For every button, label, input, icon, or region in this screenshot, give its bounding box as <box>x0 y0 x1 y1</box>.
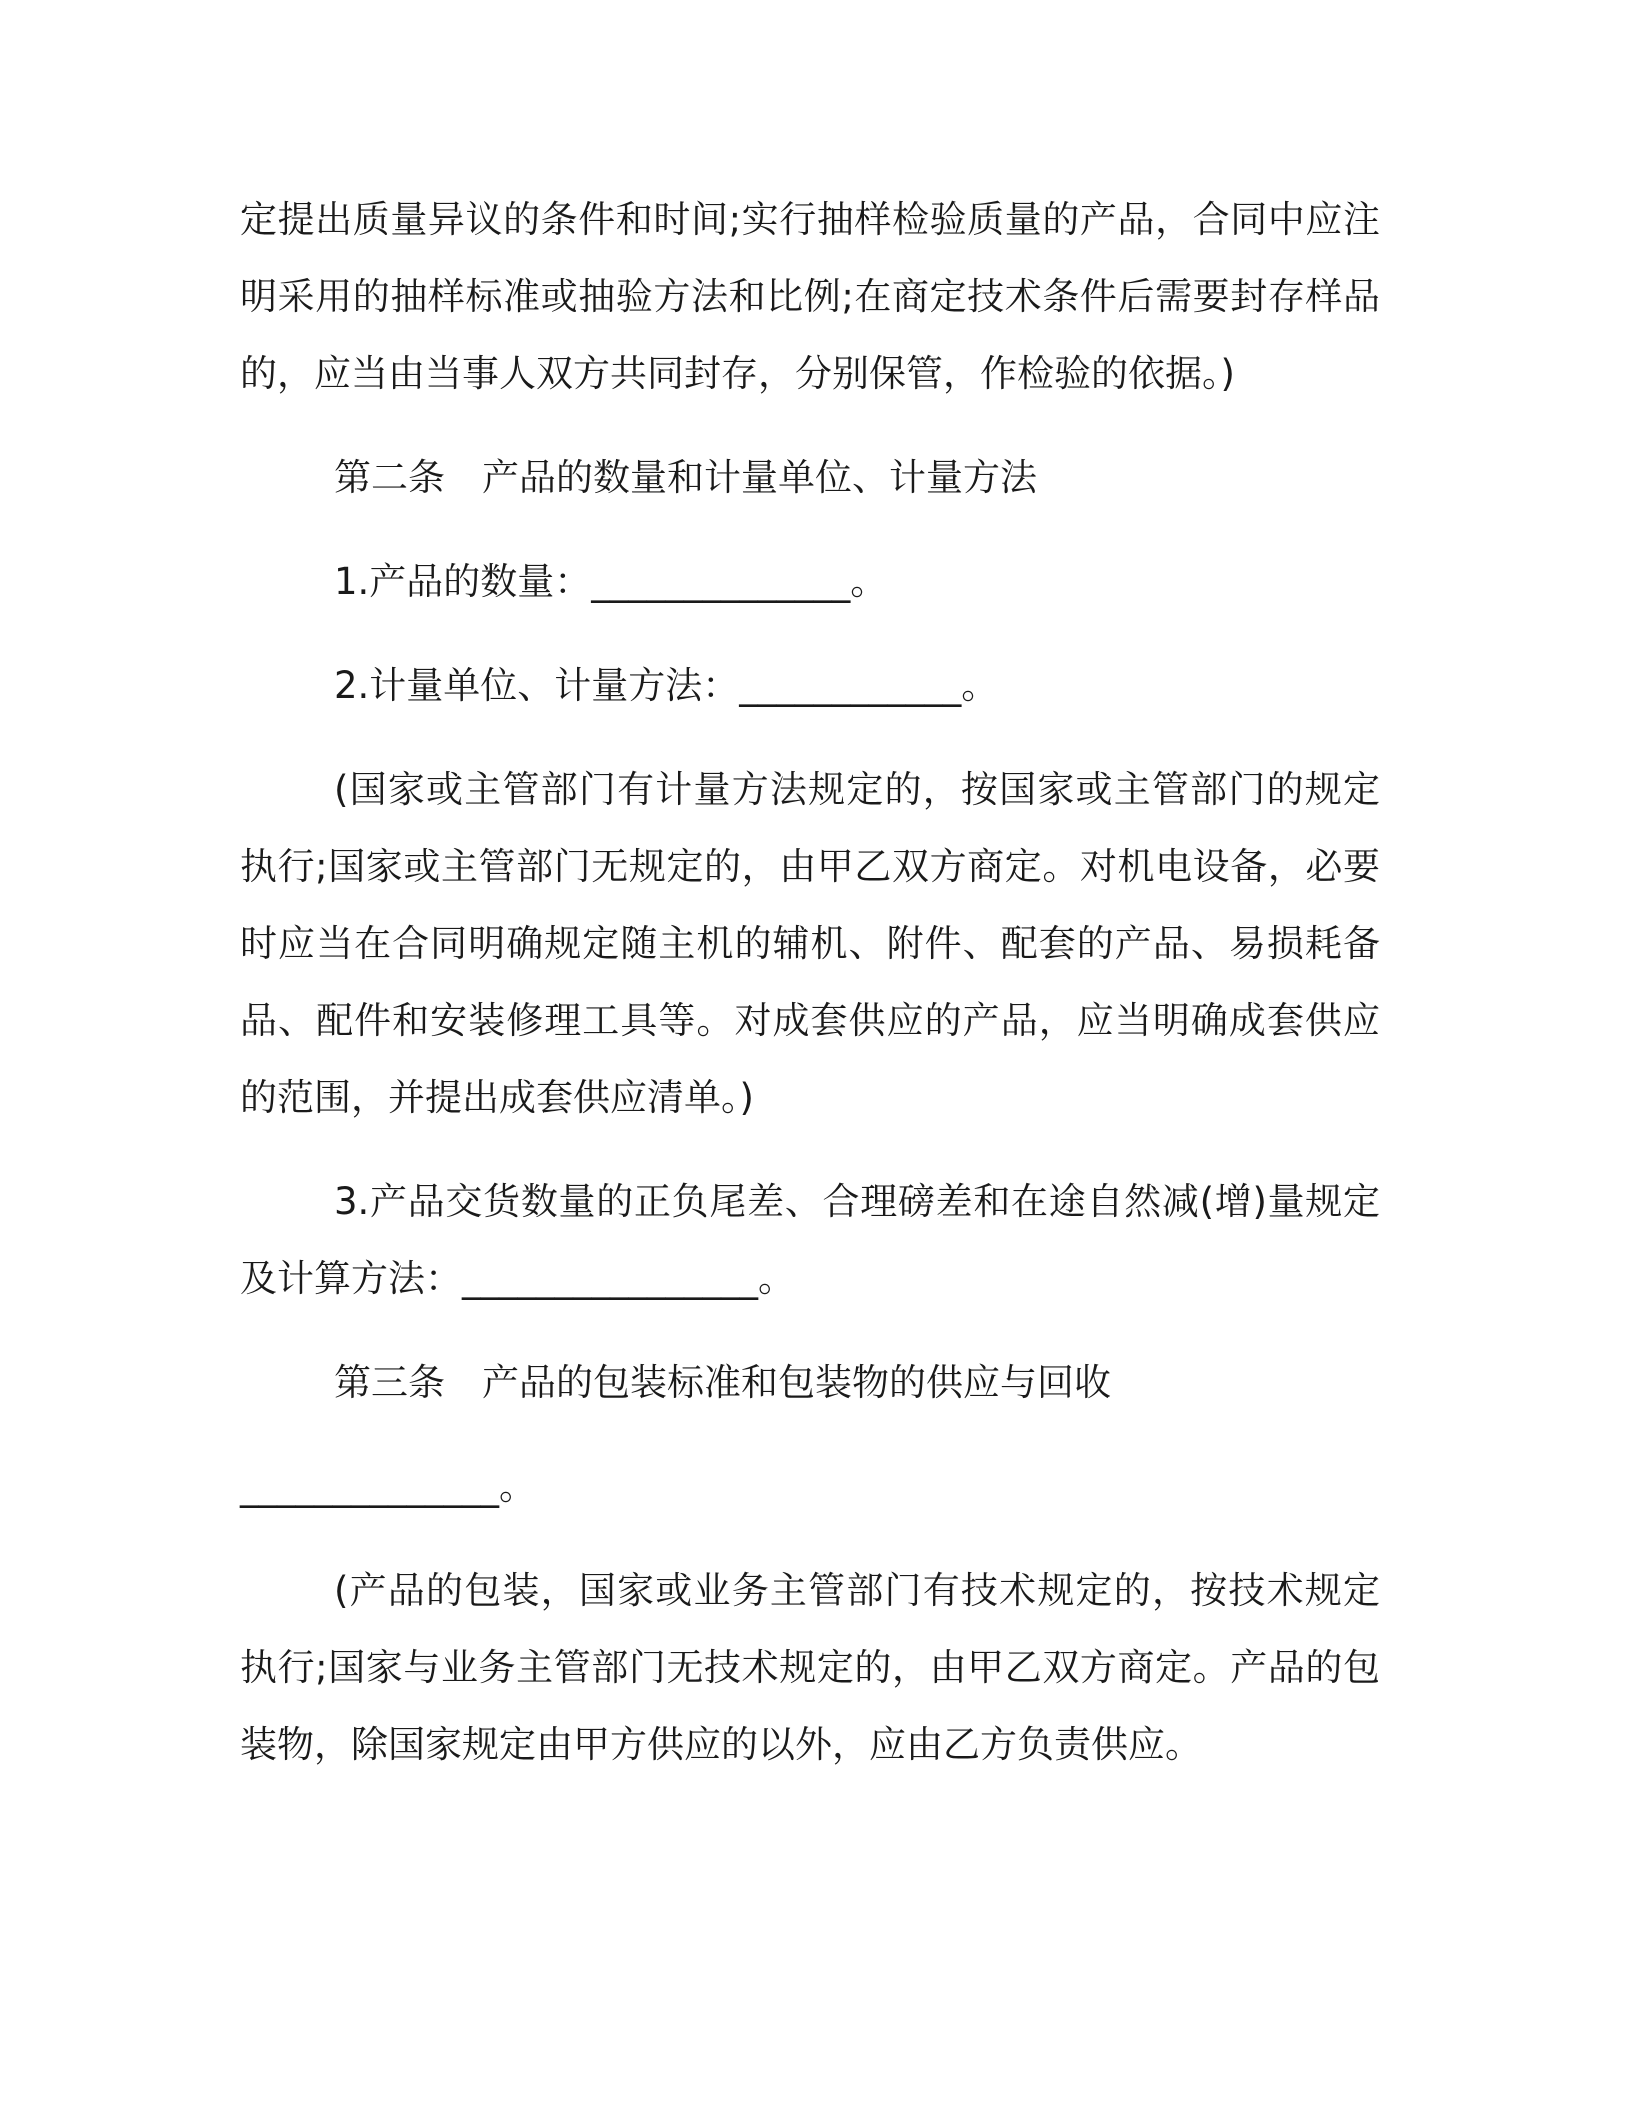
article-2-heading: 第二条 产品的数量和计量单位、计量方法 <box>334 456 1037 499</box>
paragraph-packaging-note: (产品的包装，国家或业务主管部门有技术规定的，按技术规定执行;国家与业务主管部门无技术规定的，由甲乙双方商定。产品的包装物，除国家规定由甲方供应的以外，应由乙方负责供应。 <box>240 1569 1380 1766</box>
paragraph-gap <box>240 1317 1380 1344</box>
article-3-heading: 第三条 产品的包装标准和包装物的供应与回收 <box>334 1361 1111 1404</box>
item-1-quantity: 1.产品的数量：______________。 <box>334 560 888 603</box>
paragraph-measure-note: (国家或主管部门有计量方法规定的，按国家或主管部门的规定执行;国家或主管部门无规定的，由甲乙双方商定。对机电设备，必要时应当在合同明确规定随主机的辅机、附件、配套的产品、易损耗备品、配件和安装修理工具等。对成套供应的产品，应当明确成套供应的范围，并提出成套供应清单。) <box>240 768 1380 1119</box>
paragraph-gap <box>240 1136 1380 1163</box>
paragraph-gap <box>240 516 1380 543</box>
document-body <box>240 181 1380 1783</box>
paragraph-gap <box>240 724 1380 751</box>
paragraph-gap <box>240 620 1380 647</box>
paragraph-gap <box>240 1421 1380 1448</box>
item-2-unit-method: 2.计量单位、计量方法：____________。 <box>334 664 999 707</box>
paragraph-gap <box>240 412 1380 439</box>
paragraph-quality-note-continued: 定提出质量异议的条件和时间;实行抽样检验质量的产品，合同中应注明采用的抽样标准或抽验方法和比例;在商定技术条件后需要封存样品的，应当由当事人双方共同封存，分别保管，作检验的依据。) <box>240 198 1380 395</box>
article-3-blank-field: ______________。 <box>240 1465 536 1508</box>
item-3-tolerance: 3.产品交货数量的正负尾差、合理磅差和在途自然减(增)量规定及计算方法：________________。 <box>240 1180 1380 1300</box>
paragraph-gap <box>240 1525 1380 1552</box>
